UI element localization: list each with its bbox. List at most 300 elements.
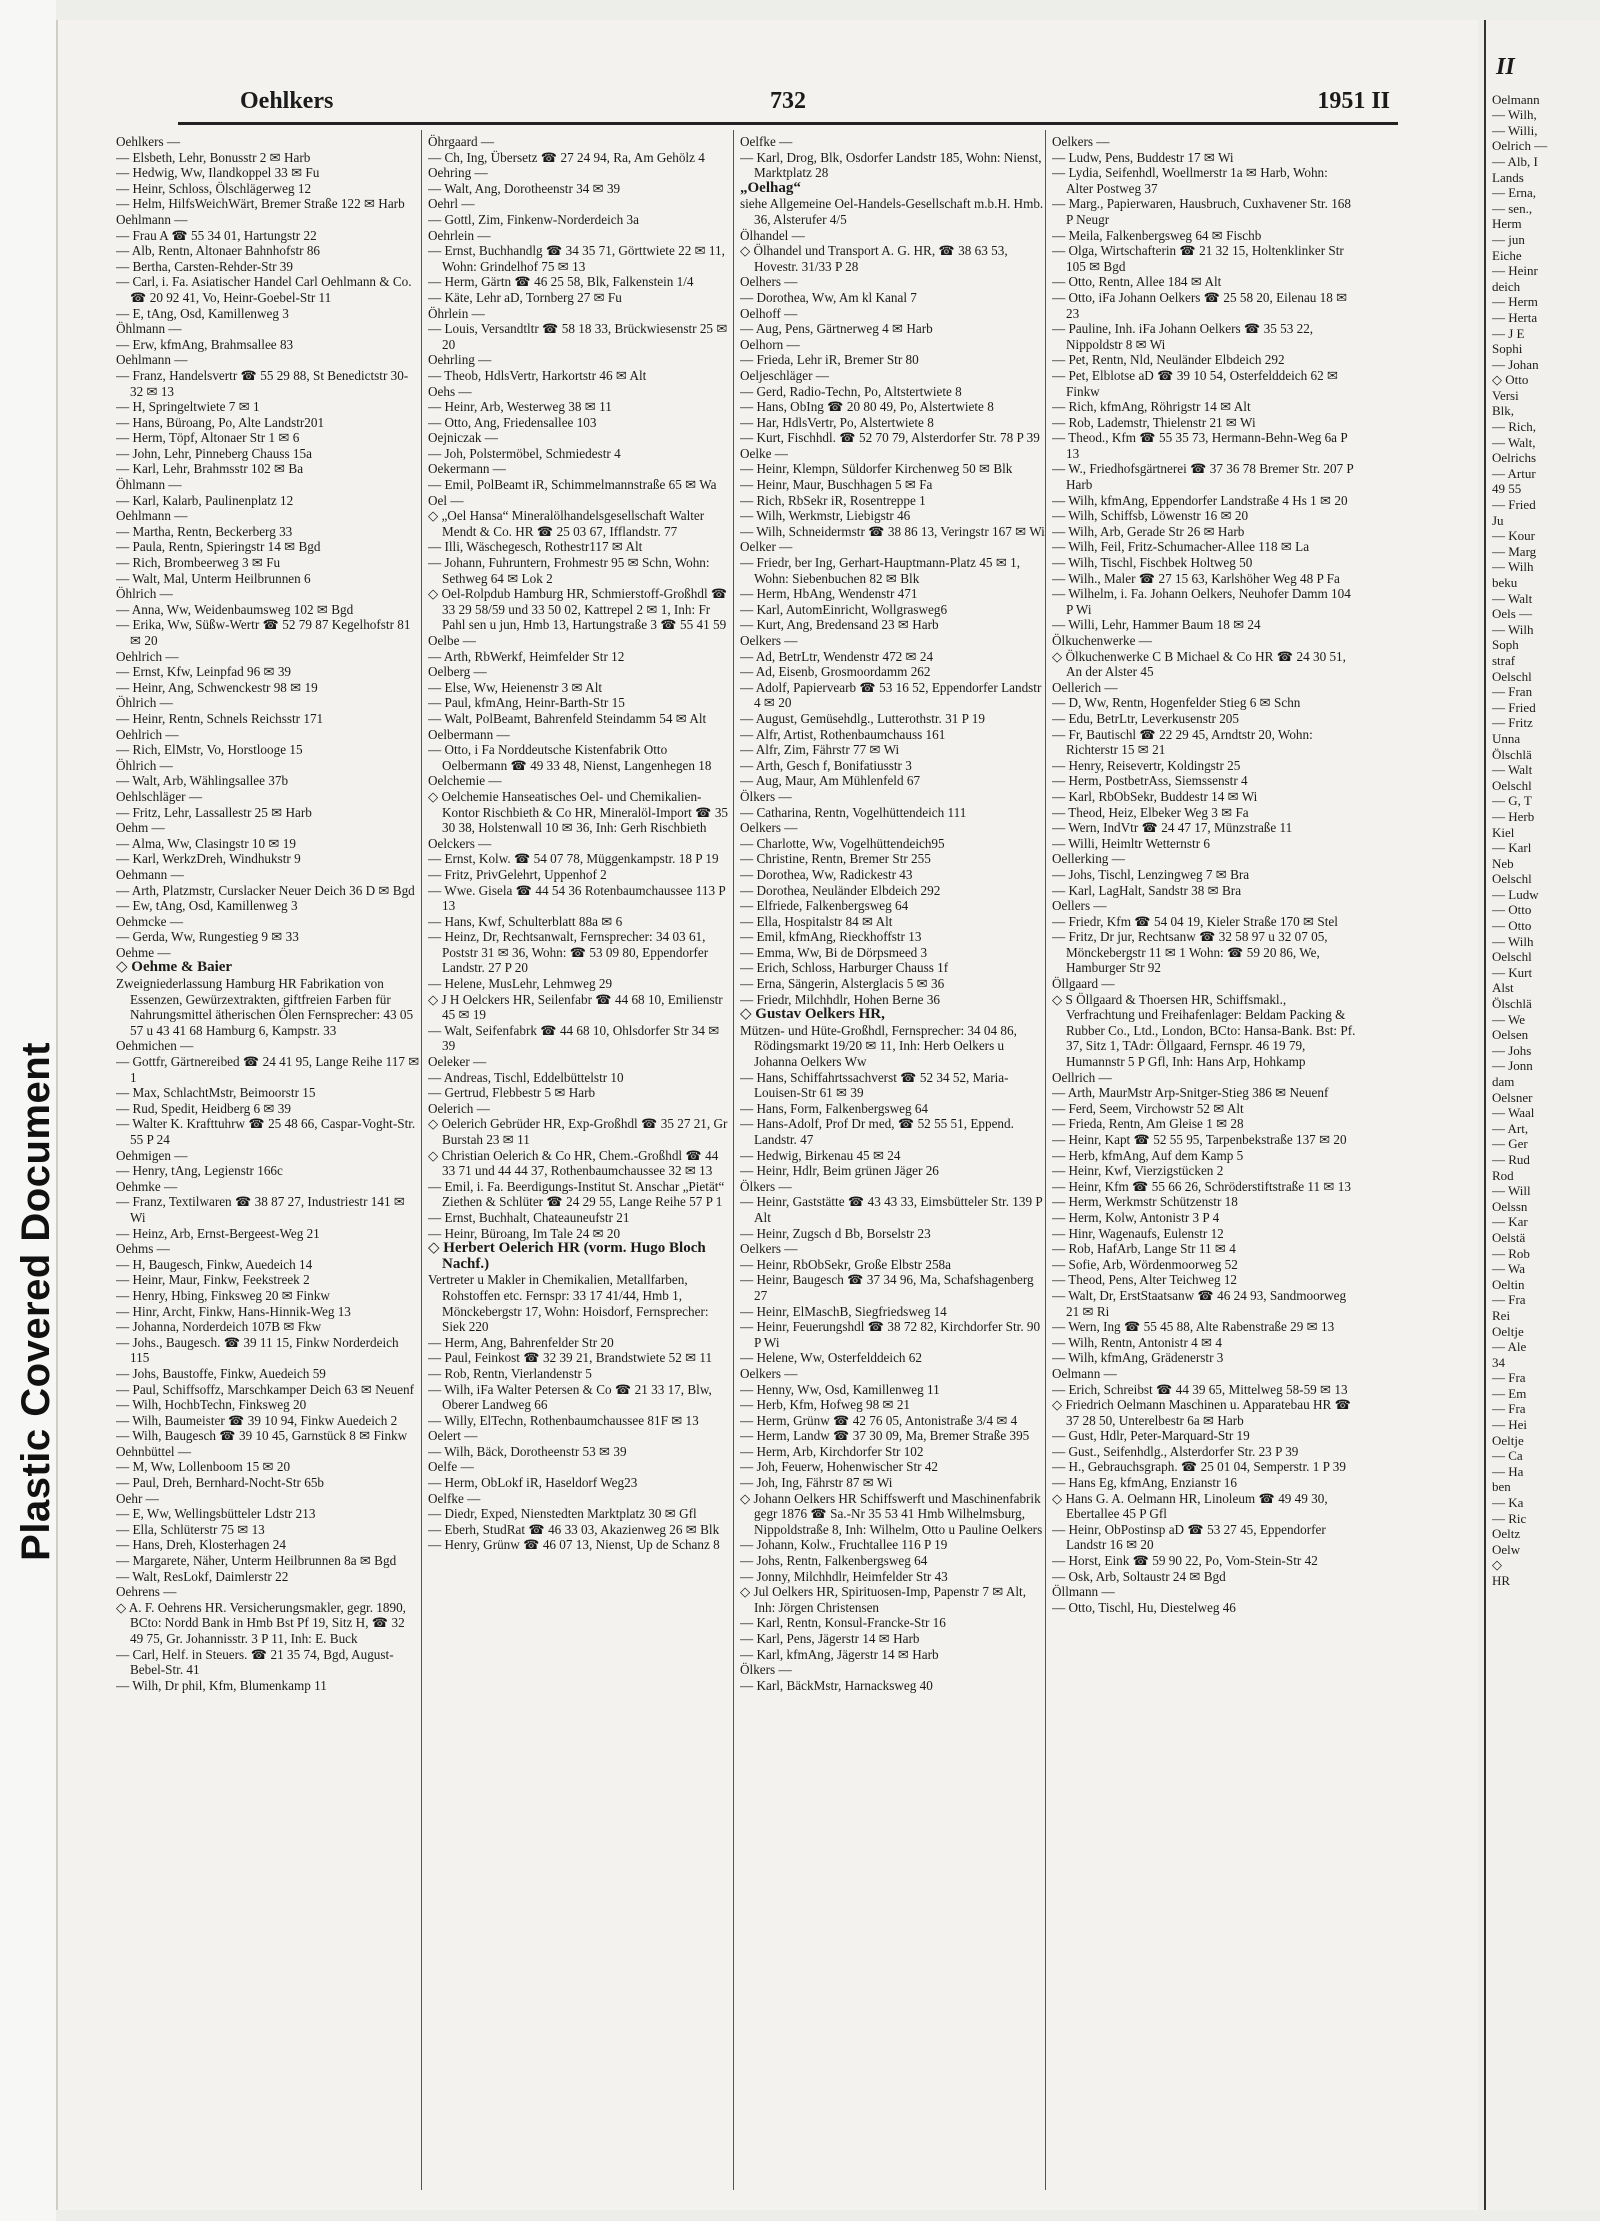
directory-entry: — Heinz, Dr, Rechtsanwalt, Fernsprecher: 34 03 61, Poststr 31 ✉ 36, Wohn: ☎ 53 09 80, Eppendorfer Landstr. 27 P 20 (428, 929, 709, 976)
next-page-line: Oels — (1492, 606, 1533, 622)
directory-entry: — Karl, Pens, Jägerstr 14 ✉ Harb (740, 1631, 920, 1646)
directory-entry: — Paul, Dreh, Bernhard-Nocht-Str 65b (116, 1475, 325, 1491)
directory-entry: — Otto, Tischl, Hu, Diestelweg 46 (1052, 1599, 1236, 1615)
directory-entry: — Heinr, Kwf, Vierzigstücken 2 (1052, 1163, 1224, 1179)
directory-entry: siehe Allgemeine Oel-Handels-Gesellschaft m.b.H. Hmb. 36, Alsterufer 4/5 (740, 196, 1044, 227)
directory-entry: Mützen- und Hüte-Großhdl, Fernsprecher: 34 04 86, Rödingsmarkt 19/20 ✉ 11, Inh: Herb Oelkers u Johanna Oelkers Ww (740, 1022, 1017, 1070)
next-page-line: — Fried (1492, 497, 1536, 513)
next-page-line: — Fra (1492, 1401, 1526, 1417)
next-page-line: — J E (1492, 325, 1525, 341)
column-rule (733, 130, 734, 2190)
directory-entry: — Marg., Papierwaren, Hausbruch, Cuxhavener Str. 168 P Neugr (1052, 196, 1351, 227)
directory-entry: — Herm, Grünw ☎ 42 76 05, Antonistraße 3/4 ✉ 4 (740, 1412, 1018, 1428)
directory-entry: — Christine, Rentn, Bremer Str 255 (740, 851, 931, 867)
directory-entry: — Johs., Baugesch. ☎ 39 11 15, Finkw Norderdeich 115 (116, 1334, 399, 1366)
surname-heading: Oelhorn — (740, 336, 800, 352)
next-page-line: — Otto (1492, 902, 1532, 918)
directory-entry: — D, Ww, Rentn, Hogenfelder Stieg 6 ✉ Schn (1052, 695, 1301, 711)
surname-heading: Oellrich — (1052, 1069, 1112, 1085)
next-page-line: — Walt, (1492, 434, 1536, 450)
directory-entry: — Herb, kfmAng, Auf dem Kamp 5 (1052, 1147, 1244, 1163)
directory-entry: — Karl, Drog, Blk, Osdorfer Landstr 185, Wohn: Nienst, Marktplatz 28 (740, 149, 1042, 181)
directory-entry: — Heinr, Arb, Westerweg 38 ✉ 11 (428, 399, 612, 415)
directory-entry: ◇ J H Oelckers HR, Seilenfabr ☎ 44 68 10, Emilienstr 45 ✉ 19 (428, 991, 723, 1023)
surname-heading: Oelke — (740, 445, 788, 461)
directory-entry: — Wern, Ing ☎ 55 45 88, Alte Rabenstraße 29 ✉ 13 (1052, 1319, 1335, 1335)
directory-entry: — Hans Eg, kfmAng, Enzianstr 16 (1052, 1475, 1237, 1491)
directory-entry: — Dorothea, Ww, Am kl Kanal 7 (740, 289, 917, 305)
surname-heading: Ölkers — (740, 1662, 792, 1678)
next-page-line: Oeltz (1492, 1526, 1521, 1542)
surname-heading: Ölkers — (740, 788, 792, 804)
next-page-line: — Erna, (1492, 185, 1537, 201)
directory-entry: — Theod, Pens, Alter Teichweg 12 (1052, 1272, 1238, 1288)
directory-entry: — Rob, Lademstr, Thielenstr 21 ✉ Wi (1052, 414, 1256, 430)
directory-entry: — Else, Ww, Heienenstr 3 ✉ Alt (428, 679, 603, 695)
directory-entry: — Ernst, Kolw. ☎ 54 07 78, Müggenkampstr. 18 P 19 (428, 851, 719, 867)
directory-entry: — Gerd, Radio-Techn, Po, Altstertwiete 8 (740, 383, 962, 399)
directory-entry: — Otto, iFa Johann Oelkers ☎ 25 58 20, Eilenau 18 ✉ 23 (1052, 289, 1348, 321)
directory-entry: — Wilh, Bäck, Dorotheenstr 53 ✉ 39 (428, 1443, 627, 1459)
directory-entry: — Alfr, Artist, Rothenbaumchauss 161 (740, 726, 946, 742)
surname-heading: Oehlmann — (116, 211, 188, 227)
surname-heading: Öhlrich — (116, 757, 173, 773)
directory-entry: — Karl, WerkzDreh, Windhukstr 9 (116, 851, 301, 867)
next-page-line: ◇ (1492, 1557, 1502, 1573)
column-rule (1045, 130, 1046, 2190)
surname-heading: Oekermann — (428, 461, 506, 477)
next-page-line: — Kour (1492, 528, 1535, 544)
directory-entry: — Erika, Ww, Süßw-Wertr ☎ 52 79 87 Kegelhofstr 81 ✉ 20 (116, 617, 411, 648)
next-page-line: Versi (1492, 387, 1519, 403)
directory-entry: — Hans, Form, Falkenbergsweg 64 (740, 1100, 929, 1116)
surname-heading: Oehlmann — (116, 508, 188, 524)
directory-entry: — Kurt, Ang, Bredensand 23 ✉ Harb (740, 617, 939, 633)
directory-entry: — H., Gebrauchsgraph. ☎ 25 01 04, Semperstr. 1 P 39 (1052, 1459, 1346, 1475)
directory-entry: — Margarete, Näher, Unterm Heilbrunnen 8a ✉ Bgd (116, 1553, 397, 1569)
next-page-line: Oelrich — (1492, 138, 1548, 154)
directory-entry: — Wilhelm, i. Fa. Johann Oelkers, Neuhofer Damm 104 P Wi (1052, 586, 1351, 617)
next-page-line: Alst (1492, 980, 1514, 996)
next-page-line: — Jonn (1492, 1058, 1533, 1074)
directory-entry: — Henry, Reisevertr, Koldingstr 25 (1052, 757, 1241, 773)
directory-entry: — Karl, LagHalt, Sandstr 38 ✉ Bra (1052, 882, 1242, 898)
next-page-line: — Fra (1492, 1292, 1526, 1308)
surname-heading: Oehme — (116, 944, 171, 960)
next-page-line: — Wilh (1492, 621, 1534, 637)
directory-entry: — Walt, PolBeamt, Bahrenfeld Steindamm 54 ✉ Alt (428, 710, 707, 726)
next-page-line: — Willi, (1492, 122, 1538, 138)
running-head-year: 1951 II (1317, 88, 1390, 114)
directory-entry: Zweigniederlassung Hamburg HR Fabrikation von Essenzen, Gewürzextrakten, giftfreien Farben für Nahrungsmittel ätherischen Ölen Fernsprecher: 43 05 57 u 43 41 68 Hamburg 6, Kampstr. 33 (116, 976, 414, 1038)
next-page-line: — Johan (1492, 356, 1539, 372)
directory-entry: — Walt, Ang, Dorotheenstr 34 ✉ 39 (428, 180, 621, 196)
next-page-line: — Ha (1492, 1463, 1524, 1479)
next-page-line: — Fra (1492, 1370, 1526, 1386)
next-page-line: Rod (1492, 1167, 1514, 1183)
directory-entry: — Herm, Arb, Kirchdorfer Str 102 (740, 1443, 924, 1459)
directory-entry: — Joh, Feuerw, Hohenwischer Str 42 (740, 1459, 939, 1475)
directory-entry: — Johann, Kolw., Fruchtallee 116 P 19 (740, 1537, 948, 1553)
surname-heading: Oellerich — (1052, 679, 1118, 695)
surname-heading: Oeleker — (428, 1054, 487, 1070)
directory-entry: — H, Baugesch, Finkw, Auedeich 14 (116, 1256, 313, 1272)
directory-entry: — Johanna, Norderdeich 107B ✉ Fkw (116, 1319, 322, 1335)
surname-heading: Oehring — (428, 165, 488, 181)
directory-entry: — Ferd, Seem, Virchowstr 52 ✉ Alt (1052, 1100, 1244, 1116)
directory-entry: — Pauline, Inh. iFa Johann Oelkers ☎ 35 53 22, Nippoldstr 8 ✉ Wi (1052, 321, 1314, 352)
directory-entry: „Oelhag“ (740, 179, 801, 196)
directory-entry: ◇ Jul Oelkers HR, Spirituosen-Imp, Papenstr 7 ✉ Alt, Inh: Jörgen Christensen (740, 1584, 1027, 1615)
directory-entry: — Walt, Dr, ErstStaatsanw ☎ 46 24 93, Sandmoorweg 21 ✉ Ri (1052, 1287, 1347, 1319)
next-page-line: Neb (1492, 855, 1514, 871)
directory-entry: — Fritz, PrivGelehrt, Uppenhof 2 (428, 866, 607, 882)
directory-entry: — Friedr, Kfm ☎ 54 04 19, Kieler Straße 170 ✉ Stel (1052, 913, 1338, 929)
next-page-line: Oelschl (1492, 949, 1532, 965)
directory-entry: ◇ Ölkuchenwerke C B Michael & Co HR ☎ 24 30 51, An der Alster 45 (1052, 648, 1346, 680)
directory-entry: — Heinr, Klempn, Süldorfer Kirchenweg 50 ✉ Blk (740, 461, 1013, 477)
next-page-line: — Herta (1492, 309, 1538, 325)
directory-entry: — Horst, Eink ☎ 59 90 22, Po, Vom-Stein-Str 42 (1052, 1553, 1318, 1569)
directory-entry: — Henny, Ww, Osd, Kamillenweg 11 (740, 1381, 940, 1397)
next-page-line: — Will (1492, 1183, 1531, 1199)
directory-column-3 (740, 134, 1045, 2204)
next-page-line: — Walt (1492, 762, 1533, 778)
directory-entry: — Pet, Elblotse aD ☎ 39 10 54, Osterfelddeich 62 ✉ Finkw (1052, 367, 1339, 399)
surname-heading: Oelkers — (1052, 134, 1110, 149)
directory-entry: — Hinr, Wagenaufs, Eulenstr 12 (1052, 1225, 1224, 1241)
directory-entry: — E, tAng, Osd, Kamillenweg 3 (116, 305, 289, 321)
next-page-line: Oelrichs (1492, 450, 1537, 466)
surname-heading: Oellers — (1052, 898, 1107, 914)
directory-entry: — Hans, Kwf, Schulterblatt 88a ✉ 6 (428, 913, 623, 929)
directory-entry: — Heinr, Ang, Schwenckestr 98 ✉ 19 (116, 679, 318, 695)
next-page-line: beku (1492, 575, 1518, 590)
directory-entry: — Helm, HilfsWeichWärt, Bremer Straße 122 ✉ Harb (116, 196, 405, 212)
directory-entry: — E, Ww, Wellingsbütteler Ldstr 213 (116, 1506, 316, 1522)
surname-heading: Ölhandel — (740, 227, 805, 243)
directory-entry: — Har, HdlsVertr, Po, Alstertwiete 8 (740, 414, 934, 430)
surname-heading: Oelkers — (740, 1365, 798, 1381)
surname-heading: Oehlrich — (116, 726, 179, 742)
surname-heading: Oehlschläger — (116, 788, 203, 804)
directory-entry: — Herm, ObLokf iR, Haseldorf Weg23 (428, 1475, 638, 1491)
next-page-line: Ölschlä (1492, 746, 1532, 762)
directory-entry: ◇ Oelchemie Hanseatisches Oel- und Chemikalien-Kontor Rischbieth & Co HR, Mineralöl-Import ☎ 35 30 38, Holstenwall 10 ✉ 36, Inh: Gerh Rischbieth (428, 788, 729, 836)
next-page-lines (1486, 92, 1600, 1589)
directory-entry: — Wilh, Werkmstr, Liebigstr 46 (740, 508, 911, 524)
surname-heading: Oelker — (740, 539, 793, 555)
directory-entry: Vertreter u Makler in Chemikalien, Metallfarben, Rohstoffen etc. Fernspr: 33 17 41/44, Hmb 1, Mönckebergstr 17, Wohn: Hoisdorf, Fernsprecher: Siek 220 (428, 1272, 709, 1335)
directory-entry: — Alb, Rentn, Altonaer Bahnhofstr 86 (116, 243, 321, 259)
next-page-line: — Wilh, (1492, 107, 1537, 123)
surname-heading: Oelfe — (428, 1459, 474, 1475)
directory-entry: — Herm, Kolw, Antonistr 3 P 4 (1052, 1209, 1220, 1225)
next-page-line: Oelssn (1492, 1198, 1528, 1214)
directory-entry: — Ernst, Buchhandlg ☎ 34 35 71, Görttwiete 22 ✉ 11, Wohn: Grindelhof 75 ✉ 13 (428, 243, 725, 274)
next-page-line: Oelstä (1492, 1229, 1526, 1245)
directory-entry: — Walt, ResLokf, Daimlerstr 22 (116, 1568, 289, 1584)
next-page-line: — Ger (1492, 1136, 1528, 1152)
next-page-line: Soph (1492, 637, 1519, 653)
directory-entry: ◇ Gustav Oelkers HR, (740, 1006, 885, 1023)
directory-entry: — Ella, Schlüterstr 75 ✉ 13 (116, 1521, 265, 1537)
directory-entry: — Max, SchlachtMstr, Beimoorstr 15 (116, 1085, 316, 1101)
next-page-line: — Rich, (1492, 419, 1537, 435)
next-page-line: Lands (1492, 169, 1524, 185)
directory-entry: — Aug, Maur, Am Mühlenfeld 67 (740, 773, 921, 789)
surname-heading: Oehmann — (116, 866, 184, 882)
directory-entry: — Karl, BäckMstr, Harnacksweg 40 (740, 1677, 933, 1693)
next-page-line: Sophi (1492, 341, 1523, 357)
surname-heading: Oelfke — (740, 134, 793, 149)
directory-entry: — Illi, Wäschegesch, Rothestr117 ✉ Alt (428, 539, 643, 555)
directory-entry: — Wilh, Baugesch ☎ 39 10 45, Garnstück 8 ✉ Finkw (116, 1428, 408, 1444)
directory-entry: — Dorothea, Ww, Radickestr 43 (740, 866, 913, 882)
directory-entry: — Karl, Lehr, Brahmsstr 102 ✉ Ba (116, 461, 304, 477)
directory-entry: — Louis, Versandtltr ☎ 58 18 33, Brückwiesenstr 25 ✉ 20 (428, 321, 728, 352)
directory-entry: — Wilh, Schneidermstr ☎ 38 86 13, Veringstr 167 ✉ Wi (740, 523, 1045, 539)
directory-entry: — Wilh, HochbTechn, Finksweg 20 (116, 1397, 307, 1413)
surname-heading: Oelberg — (428, 664, 487, 680)
directory-entry: — Wilh, Feil, Fritz-Schumacher-Allee 118 ✉ La (1052, 539, 1310, 555)
directory-entry: — Eberh, StudRat ☎ 46 33 03, Akazienweg 26 ✉ Blk (428, 1521, 720, 1537)
directory-entry: — Ludw, Pens, Buddestr 17 ✉ Wi (1052, 149, 1234, 165)
surname-heading: Ölkuchenwerke — (1052, 633, 1152, 648)
directory-entry: — Carl, i. Fa. Asiatischer Handel Carl Oehlmann & Co. ☎ 20 92 41, Vo, Heinr-Goebel-Str 11 (116, 274, 412, 305)
directory-entry: — Walt, Seifenfabrk ☎ 44 68 10, Ohlsdorfer Str 34 ✉ 39 (428, 1022, 720, 1054)
surname-heading: Oehlmann — (116, 352, 188, 368)
next-page-line: Oelschl (1492, 668, 1532, 684)
surname-heading: Oelert — (428, 1428, 478, 1444)
next-page-line: — Wa (1492, 1261, 1526, 1277)
next-page-line: — Rud (1492, 1151, 1530, 1167)
directory-entry: — Anna, Ww, Weidenbaumsweg 102 ✉ Bgd (116, 601, 354, 617)
directory-entry: — Ernst, Buchhalt, Chateauneufstr 21 (428, 1209, 630, 1225)
directory-entry: — Edu, BetrLtr, Leverkusenstr 205 (1052, 710, 1239, 726)
directory-entry: — Johs, Rentn, Falkenbergsweg 64 (740, 1553, 928, 1569)
surname-heading: Öhrlein — (428, 305, 485, 321)
next-page-line: — Fritz (1492, 715, 1533, 731)
surname-heading: Öhlrich — (116, 695, 173, 711)
directory-entry: ◇ Ölhandel und Transport A. G. HR, ☎ 38 63 53, Hovestr. 31/33 P 28 (740, 243, 1008, 274)
directory-entry: ◇ Friedrich Oelmann Maschinen u. Apparatebau HR ☎ 37 28 50, Unterelbestr 6a ✉ Harb (1052, 1397, 1352, 1428)
directory-entry: — Gottl, Zim, Finkenw-Norderdeich 3a (428, 211, 639, 227)
surname-heading: Oelkers — (740, 1241, 798, 1257)
surname-heading: Oehmigen — (116, 1147, 188, 1163)
directory-entry: — Wwe. Gisela ☎ 44 54 36 Rotenbaumchaussee 113 P 13 (428, 882, 726, 914)
directory-entry: — Heinr, Rentn, Schnels Reichsstr 171 (116, 710, 324, 726)
directory-entry: — Herm, HbAng, Wendenstr 471 (740, 586, 918, 602)
directory-entry: — Willi, Heimltr Wetternstr 6 (1052, 835, 1210, 851)
directory-entry: — Carl, Helf. in Steuers. ☎ 21 35 74, Bgd, August-Bebel-Str. 41 (116, 1646, 394, 1678)
directory-entry: — Ch, Ing, Übersetz ☎ 27 24 94, Ra, Am Gehölz 4 (428, 149, 705, 165)
directory-entry: — Alma, Ww, Clasingstr 10 ✉ 19 (116, 835, 296, 851)
next-page-line: deich (1492, 278, 1521, 294)
directory-entry: — Otto, Ang, Friedensallee 103 (428, 414, 597, 430)
directory-entry: — Friedr, Milchhdlr, Hohen Berne 36 (740, 991, 941, 1007)
directory-entry: — Pet, Rentn, Nld, Neuländer Elbdeich 292 (1052, 352, 1285, 368)
directory-entry: — Paul, Schiffsoffz, Marschkamper Deich 63 ✉ Neuenf (116, 1381, 415, 1397)
next-page-line: — Rob (1492, 1245, 1530, 1261)
directory-entry: — Friedr, ber Ing, Gerhart-Hauptmann-Platz 45 ✉ 1, Wohn: Siebenbuchen 82 ✉ Blk (740, 555, 1021, 586)
surname-heading: Oehr — (116, 1490, 159, 1506)
directory-entry: — Herm, Ang, Bahrenfelder Str 20 (428, 1334, 614, 1350)
directory-entry: — Käte, Lehr aD, Tornberg 27 ✉ Fu (428, 289, 622, 305)
directory-entry: — Walter K. Krafttuhrw ☎ 25 48 66, Caspar-Voght-Str. 55 P 24 (116, 1116, 416, 1147)
surname-heading: Oehmcke — (116, 913, 184, 929)
directory-entry: — Herm, Gärtn ☎ 46 25 58, Blk, Falkenstein 1/4 (428, 274, 694, 290)
next-page-line: — Fried (1492, 699, 1536, 715)
surname-heading: Ölkers — (740, 1178, 792, 1194)
directory-entry: ◇ Oel-Rolpdub Hamburg HR, Schmierstoff-Großhdl ☎ 33 29 58/59 und 33 50 02, Kattrepel 2 ✉ 1, Inh: Fr Pahl sen u jun, Hmb 13, Hartungstraße 3 ☎ 55 41 59 (428, 586, 728, 633)
directory-entry: — Heinr, Baugesch ☎ 37 34 96, Ma, Schafshagenberg 27 (740, 1272, 1034, 1303)
directory-entry: ◇ Hans G. A. Oelmann HR, Linoleum ☎ 49 49 30, Ebertallee 45 P Gfl (1052, 1490, 1328, 1522)
directory-entry: — Lydia, Seifenhdl, Woellmerstr 1a ✉ Harb, Wohn: Alter Postweg 37 (1052, 165, 1328, 196)
directory-entry: — H, Springeltwiete 7 ✉ 1 (116, 399, 260, 415)
surname-heading: Oehm — (116, 820, 165, 836)
surname-heading: Oehmke — (116, 1178, 178, 1194)
next-page-line: straf (1492, 652, 1516, 668)
surname-heading: Oehrling — (428, 352, 492, 368)
next-page-line: — Hei (1492, 1417, 1528, 1433)
surname-heading: Oejniczak — (428, 430, 498, 446)
next-page-line: Ölschlä (1492, 996, 1532, 1012)
next-page-line: — We (1492, 1011, 1526, 1027)
directory-entry: — Emil, PolBeamt iR, Schimmelmannstraße 65 ✉ Wa (428, 477, 717, 493)
directory-entry: — Aug, Pens, Gärtnerweg 4 ✉ Harb (740, 321, 933, 337)
next-page-line: Oelschl (1492, 871, 1532, 887)
directory-entry: — Catharina, Rentn, Vogelhüttendeich 111 (740, 804, 967, 820)
directory-entry: — Joh, Ing, Fährstr 87 ✉ Wi (740, 1475, 893, 1491)
next-page-line: Oelschl (1492, 777, 1532, 793)
directory-entry: — Hans, Büroang, Po, Alte Landstr201 (116, 414, 325, 430)
directory-entry: — Theob, HdlsVertr, Harkortstr 46 ✉ Alt (428, 367, 647, 383)
directory-entry: — Gust., Seifenhdlg., Alsterdorfer Str. 23 P 39 (1052, 1443, 1299, 1459)
directory-entry: — Wilh., Maler ☎ 27 15 63, Karlshöher Weg 48 P Fa (1052, 570, 1340, 586)
directory-entry: — Helene, Ww, Osterfelddeich 62 (740, 1350, 922, 1366)
directory-entry: — Emil, kfmAng, Rieckhoffstr 13 (740, 929, 922, 945)
directory-entry: — Hedwig, Ww, Ilandkoppel 33 ✉ Fu (116, 165, 320, 181)
next-page-line: Unna (1492, 730, 1521, 746)
directory-entry: — Wern, IndVtr ☎ 24 47 17, Münzstraße 11 (1052, 820, 1293, 836)
directory-entry: — Rich, RbSekr iR, Rosentreppe 1 (740, 492, 926, 508)
directory-entry: — Paula, Rentn, Spieringstr 14 ✉ Bgd (116, 539, 321, 555)
surname-heading: Oelbe — (428, 633, 476, 648)
directory-entry: — Kurt, Fischhdl. ☎ 52 70 79, Alsterdorfer Str. 78 P 39 (740, 430, 1040, 446)
directory-entry: — Gust, Hdlr, Peter-Marquard-Str 19 (1052, 1428, 1250, 1444)
directory-entry: — Elfriede, Falkenbergsweg 64 (740, 898, 909, 914)
column-rule (421, 130, 422, 2190)
directory-entry: — Karl, kfmAng, Jägerstr 14 ✉ Harb (740, 1646, 939, 1662)
directory-page (14, 20, 1478, 2210)
directory-entry: — Wilh, iFa Walter Petersen & Co ☎ 21 33 17, Blw, Oberer Landweg 66 (428, 1381, 712, 1413)
directory-entry: — Rich, ElMstr, Vo, Horstlooge 15 (116, 742, 303, 758)
next-page-line: Eiche (1492, 247, 1522, 263)
next-page-line: — Ric (1492, 1510, 1527, 1526)
directory-entry: — Sofie, Arb, Wördenmoorweg 52 (1052, 1256, 1238, 1272)
directory-entry: — Johs, Tischl, Lenzingweg 7 ✉ Bra (1052, 866, 1250, 882)
surname-heading: Öllgaard — (1052, 976, 1115, 992)
surname-heading: Oehs — (428, 383, 472, 399)
directory-entry: — Karl, RbObSekr, Buddestr 14 ✉ Wi (1052, 788, 1258, 804)
directory-entry: — Herm, Landw ☎ 37 30 09, Ma, Bremer Straße 395 (740, 1428, 1030, 1444)
next-page-line: — Ca (1492, 1448, 1523, 1464)
next-page-line: — Ludw (1492, 886, 1539, 902)
directory-entry: — Erich, Schloss, Harburger Chauss 1f (740, 960, 949, 976)
directory-entry: — Gottfr, Gärtnereibed ☎ 24 41 95, Lange Reihe 117 ✉ 1 (116, 1054, 420, 1085)
directory-entry: — Frau A ☎ 55 34 01, Hartungstr 22 (116, 227, 317, 243)
surname-heading: Oehlkers — (116, 134, 181, 149)
directory-entry: — Franz, Handelsvertr ☎ 55 29 88, St Benedictstr 30-32 ✉ 13 (116, 367, 409, 399)
next-page-line: Herm (1492, 216, 1522, 232)
next-page-line: Oeltin (1492, 1276, 1525, 1292)
directory-entry: — Wilh, Rentn, Antonistr 4 ✉ 4 (1052, 1334, 1222, 1350)
page-number: 732 (770, 88, 806, 114)
directory-entry: ◇ S Öllgaard & Thoersen HR, Schiffsmakl., Verfrachtung und Freihafenlager: Beldam Packing & Rubber Co., Ltd., London, BCto: Hansa-Bank. Bst: Pf. 37, Sitz 1, TAdr: Öllgaard, Fernspr. 46 19 79, Humannstr 5 P Gfl, Inh: Hans Arp, Hohkamp (1052, 991, 1356, 1070)
directory-entry: — Ew, tAng, Osd, Kamillenweg 3 (116, 898, 298, 914)
directory-entry: — Rud, Spedit, Heidberg 6 ✉ 39 (116, 1100, 291, 1116)
next-page-line: Oeltje (1492, 1323, 1524, 1339)
directory-entry: — Wilh, kfmAng, Grädenerstr 3 (1052, 1350, 1224, 1366)
next-page-line: — Fran (1492, 684, 1533, 700)
directory-entry: — Herm, Werkmstr Schützenstr 18 (1052, 1194, 1238, 1210)
directory-entry: — Henry, Hbing, Finksweg 20 ✉ Finkw (116, 1287, 330, 1303)
directory-entry: — Heinr, Schloss, Ölschlägerweg 12 (116, 180, 312, 196)
directory-column-1 (116, 134, 421, 2204)
next-page-line: — Karl (1492, 840, 1532, 856)
next-page-header: II (1496, 54, 1515, 80)
directory-entry: — Herm, PostbetrAss, Siemssenstr 4 (1052, 773, 1248, 789)
directory-entry: — Heinr, Hdlr, Beim grünen Jäger 26 (740, 1163, 939, 1179)
side-label-text: Plastic Covered Document (14, 1042, 58, 1561)
next-page-line: Rei (1492, 1307, 1511, 1323)
next-page-line: — Kurt (1492, 964, 1533, 980)
directory-entry: ◇ Christian Oelerich & Co HR, Chem.-Großhdl ☎ 44 33 71 und 44 44 37, Rothenbaumchaussee 32 ✉ 13 (428, 1147, 719, 1179)
directory-entry: — Otto, i Fa Norddeutsche Kistenfabrik Otto Oelbermann ☎ 49 33 48, Nienst, Langenhegen 18 (428, 742, 712, 773)
directory-entry: — Henry, tAng, Legienstr 166c (116, 1163, 283, 1179)
surname-heading: Oelmann — (1052, 1365, 1117, 1381)
directory-entry: — Walt, Mal, Unterm Heilbrunnen 6 (116, 570, 311, 586)
directory-entry: — Heinr, Zugsch d Bb, Borselstr 23 (740, 1225, 931, 1241)
next-page-line: — Herb (1492, 808, 1535, 824)
directory-entry: — Erich, Schreibst ☎ 44 39 65, Mittelweg 58-59 ✉ 13 (1052, 1381, 1348, 1397)
directory-entry: — Charlotte, Ww, Vogelhüttendeich95 (740, 835, 945, 851)
directory-entry: — Ella, Hospitalstr 84 ✉ Alt (740, 913, 893, 929)
next-page-line: — Waal (1492, 1105, 1535, 1121)
directory-entry: — W., Friedhofsgärtnerei ☎ 37 36 78 Bremer Str. 207 P Harb (1052, 461, 1354, 493)
directory-entry: — Ernst, Kfw, Leinpfad 96 ✉ 39 (116, 664, 292, 680)
next-page-line: — Ale (1492, 1339, 1527, 1355)
directory-entry: — Heinr, Feuerungshdl ☎ 38 72 82, Kirchdorfer Str. 90 P Wi (740, 1319, 1041, 1350)
directory-entry: — Elsbeth, Lehr, Bonusstr 2 ✉ Harb (116, 149, 311, 165)
directory-entry: ◇ Johann Oelkers HR Schiffswerft und Maschinenfabrik gegr 1876 ☎ Sa.-Nr 35 53 41 Hmb Wilhelmsburg, Nippoldstraße 8, Inh: Wilhelm, Otto u Pauline Oelkers (740, 1490, 1043, 1537)
directory-entry: — Hans, ObIng ☎ 20 80 49, Po, Alstertwiete 8 (740, 399, 994, 415)
next-page-line: Ju (1492, 512, 1504, 528)
next-page-line: ben (1492, 1479, 1511, 1495)
surname-heading: Oelfke — (428, 1490, 481, 1506)
directory-entry: — Heinr, Maur, Buschhagen 5 ✉ Fa (740, 477, 933, 493)
next-page-line: Blk, (1492, 403, 1515, 419)
surname-heading: Oelbermann — (428, 726, 510, 742)
surname-heading: Oelchemie — (428, 773, 502, 789)
directory-entry: — Wilh, Baumeister ☎ 39 10 94, Finkw Auedeich 2 (116, 1412, 398, 1428)
directory-entry: — Rich, Brombeerweg 3 ✉ Fu (116, 555, 281, 571)
next-page-line: — sen., (1492, 200, 1533, 216)
running-head-name: Oehlkers (240, 88, 334, 114)
directory-column-2 (428, 134, 733, 2204)
directory-entry: — Andreas, Tischl, Eddelbüttelstr 10 (428, 1069, 624, 1085)
